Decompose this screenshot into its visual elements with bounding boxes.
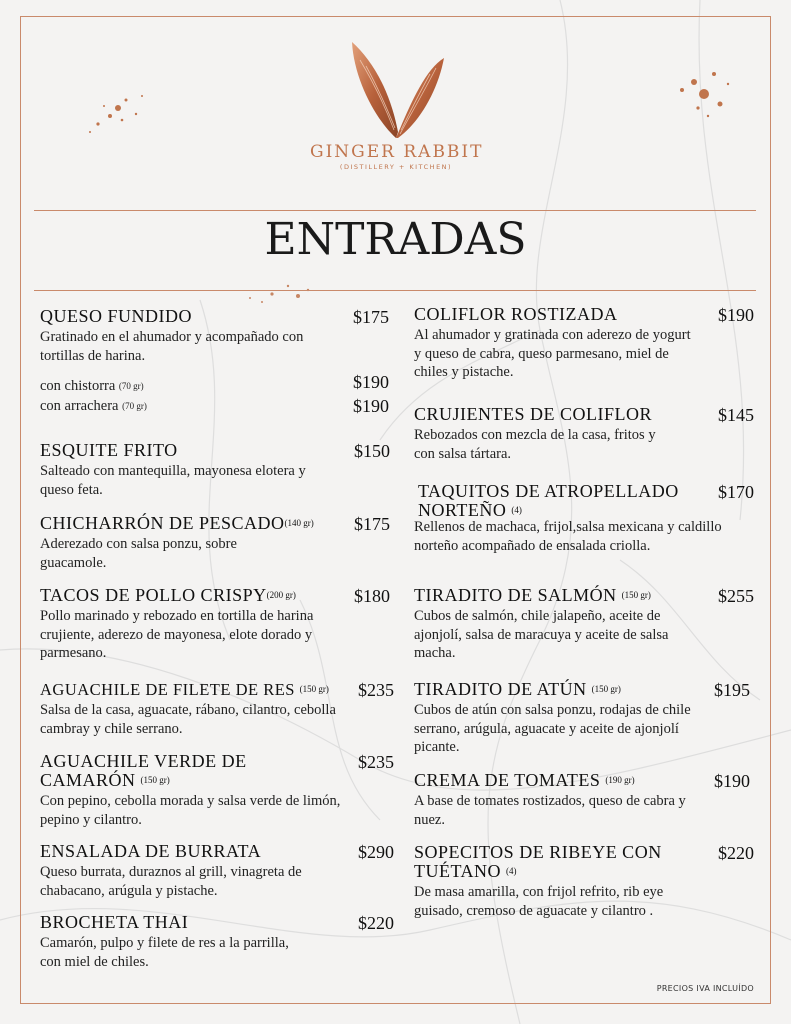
item-name-line2: NORTEÑO (4) (418, 500, 522, 520)
item-price: $150 (354, 441, 390, 461)
brand-logo (310, 40, 482, 185)
item-price: $235 (358, 752, 394, 772)
menu-item-tiradito-atun (414, 680, 750, 757)
copper-splash-right (668, 60, 738, 130)
extra-option (40, 398, 147, 415)
item-name: CRUJIENTES DE COLIFLOR (414, 404, 653, 424)
extra-size: (70 gr) (122, 401, 147, 411)
item-price: $235 (358, 680, 394, 700)
item-price: $220 (718, 843, 754, 863)
item-description: Rebozados con mezcla de la casa, fritos y con salsa tártara. (414, 427, 656, 462)
item-name: TIRADITO DE ATÚN (150 gr) (414, 679, 621, 699)
menu-item-queso-fundido (40, 307, 395, 365)
menu-item-tiradito-salmon (414, 586, 754, 663)
item-price: $195 (714, 680, 750, 700)
menu-item-chicharron (40, 514, 390, 572)
item-name-line2: CAMARÓN (150 gr) (40, 770, 170, 790)
menu-item-crujientes-coliflor (414, 405, 754, 463)
item-name: ENSALADA DE BURRATA (40, 841, 262, 861)
menu-item-coliflor-rostizada (414, 305, 754, 382)
item-description: Salsa de la casa, aguacate, rábano, cilantro, cebolla cambray y chile serrano. (40, 702, 336, 737)
item-name: AGUACHILE DE FILETE DE RES (150 gr) (40, 680, 329, 699)
item-description: A base de tomates rostizados, queso de cabra y nuez. (414, 793, 686, 828)
extra-option (40, 378, 144, 395)
item-price: $170 (718, 482, 754, 502)
item-description: De masa amarilla, con frijol refrito, rib eye guisado, cremoso de aguacate y cilantro . (414, 884, 664, 919)
item-description: Salteado con mantequilla, mayonesa elotera y queso feta. (40, 463, 306, 498)
item-price: $175 (353, 307, 389, 327)
item-name: AGUACHILE VERDE DE (40, 751, 247, 771)
extra-price: $190 (353, 396, 389, 416)
item-description: Con pepino, cebolla morada y salsa verde de limón, pepino y cilantro. (40, 793, 341, 828)
item-description: Aderezado con salsa ponzu, sobre guacamole. (40, 536, 237, 571)
menu-item-brocheta-thai (40, 913, 394, 971)
item-name: TACOS DE POLLO CRISPY(200 gr) (40, 585, 296, 605)
item-description: Queso burrata, duraznos al grill, vinagreta de chabacano, arúgula y pistache. (40, 864, 302, 899)
item-description: Cubos de atún con salsa ponzu, rodajas de chile serrano, arúgula, aguacate y aceite de ajonjolí picante. (414, 702, 691, 755)
item-price: $190 (718, 305, 754, 325)
menu-item-tacos-pollo (40, 586, 390, 663)
extra-size: (70 gr) (118, 381, 144, 391)
item-price: $190 (714, 771, 750, 791)
item-name: TIRADITO DE SALMÓN (150 gr) (414, 585, 651, 605)
item-price: $290 (358, 842, 394, 862)
item-name: QUESO FUNDIDO (40, 306, 193, 326)
footer-note: PRECIOS IVA INCLUÍDO (656, 984, 754, 993)
item-name: CHICHARRÓN DE PESCADO(140 gr) (40, 513, 314, 533)
rabbit-ears-icon (346, 40, 446, 140)
extra-label: con arrachera (40, 398, 119, 414)
menu-item-sopecitos-ribeye (414, 843, 754, 920)
menu-item-aguachile-res (40, 680, 394, 738)
item-name: TAQUITOS DE ATROPELLADO (418, 481, 679, 501)
item-price: $255 (718, 586, 754, 606)
extra-label: con chistorra (40, 378, 116, 394)
item-name: ESQUITE FRITO (40, 440, 178, 460)
menu-item-taquitos-atropellado (414, 482, 754, 555)
section-title: ENTRADAS (264, 214, 527, 265)
brand-name: GINGER RABBIT (310, 142, 484, 162)
top-divider (34, 210, 756, 211)
item-description: Al ahumador y gratinada con aderezo de yogurt y queso de cabra, queso parmesano, miel de chiles y pistache. (414, 327, 691, 380)
menu-item-aguachile-camaron (40, 752, 394, 829)
item-name-line2: TUÉTANO (4) (414, 861, 517, 881)
item-description: Camarón, pulpo y filete de res a la parrilla, con miel de chiles. (40, 935, 289, 970)
extra-price: $190 (353, 372, 389, 392)
menu-item-esquite-frito (40, 441, 392, 499)
item-description: Rellenos de machaca, frijol,salsa mexicana y caldillo norteño acompañado de ensalada criolla. (414, 519, 722, 554)
item-description: Gratinado en el ahumador y acompañado con tortillas de harina. (40, 329, 304, 364)
brand-subtitle: (DISTILLERY + KITCHEN) (339, 163, 453, 171)
title-divider (34, 290, 756, 291)
item-name: CREMA DE TOMATES (190 gr) (414, 770, 635, 790)
item-price: $220 (358, 913, 394, 933)
item-price: $145 (718, 405, 754, 425)
menu-item-crema-tomates (414, 771, 750, 829)
item-name: BROCHETA THAI (40, 912, 189, 932)
item-description: Pollo marinado y rebozado en tortilla de harina crujiente, aderezo de mayonesa, elote dorado y parmesano. (40, 608, 314, 661)
item-description: Cubos de salmón, chile jalapeño, aceite de ajonjolí, salsa de maracuya y aceite de salsa macha. (414, 608, 669, 661)
copper-splash-left (78, 88, 158, 148)
item-name: SOPECITOS DE RIBEYE CON (414, 842, 662, 862)
item-price: $180 (354, 586, 390, 606)
item-name: COLIFLOR ROSTIZADA (414, 304, 618, 324)
item-price: $175 (354, 514, 390, 534)
menu-item-ensalada-burrata (40, 842, 394, 900)
